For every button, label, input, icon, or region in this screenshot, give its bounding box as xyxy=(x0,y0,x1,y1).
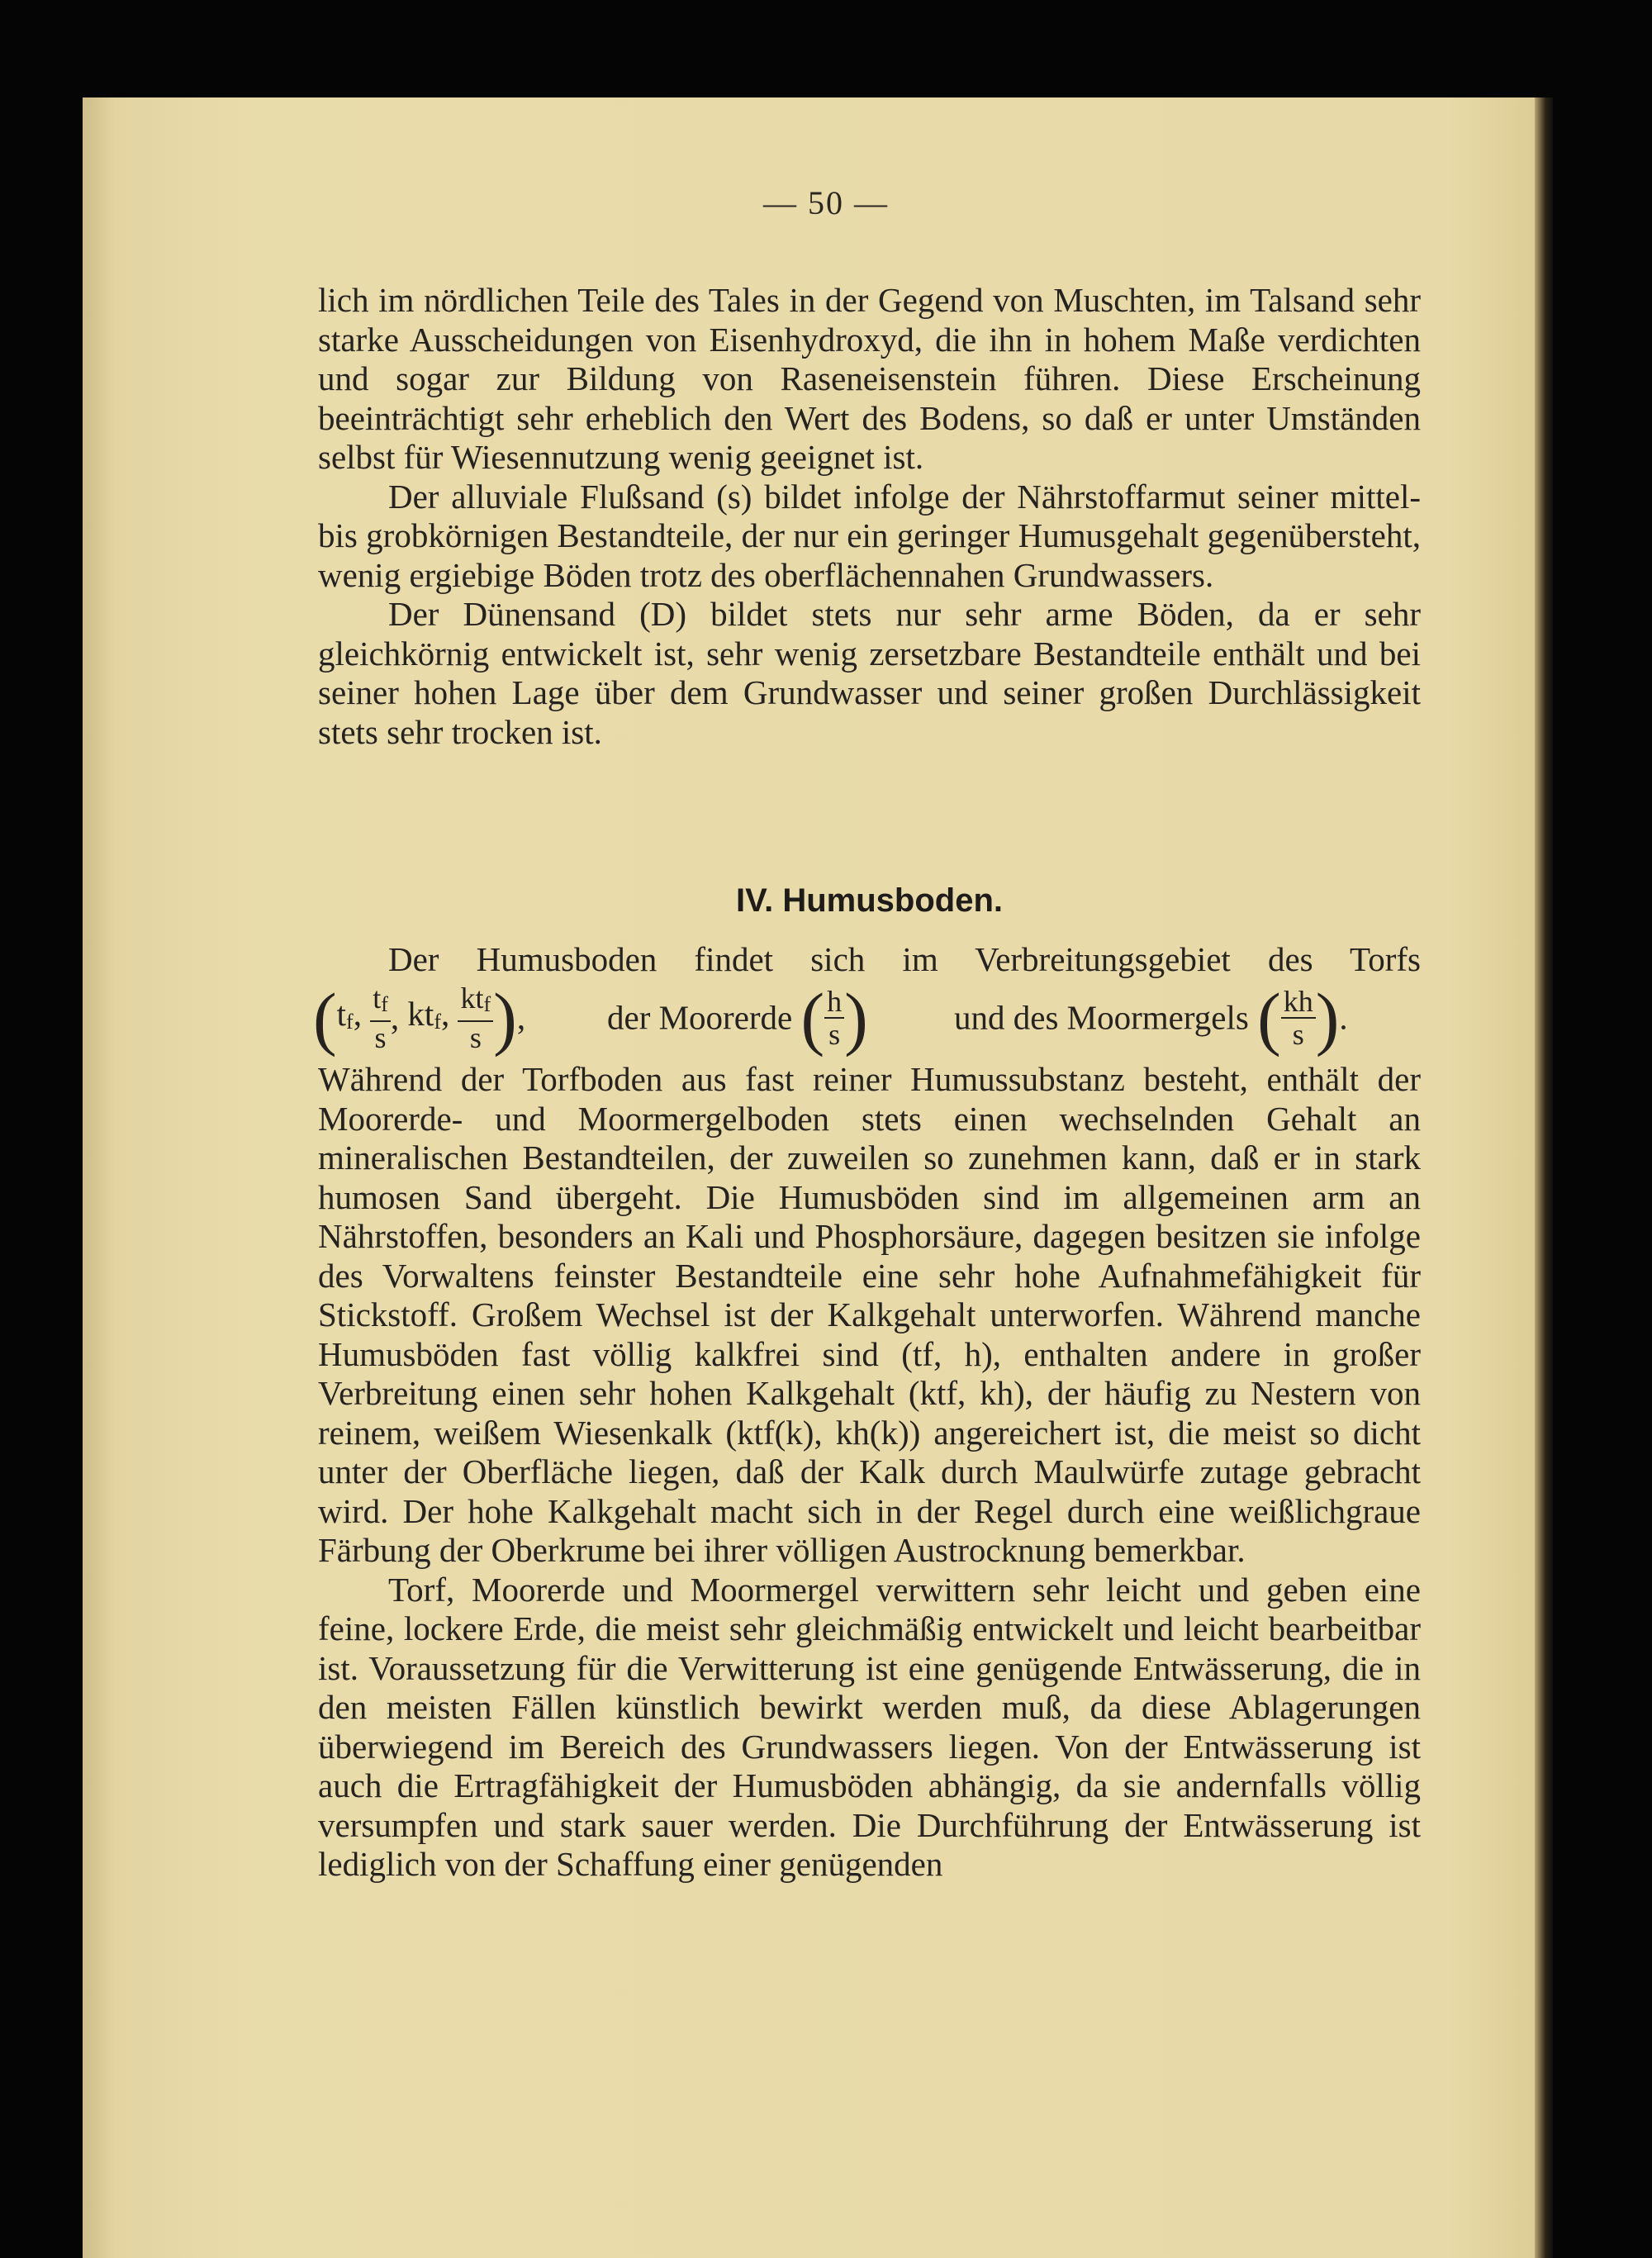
section-heading: IV. Humusboden. xyxy=(735,882,1003,919)
symbol-ktf: ktf, xyxy=(407,995,458,1034)
formula-group-moorerde: der Moorerde ( $\frac{h}{s}$ ) xyxy=(607,978,868,1058)
paragraph-torfboden: Während der Torfboden aus fast reiner Humussubstanz besteht, enthält der Moorerde- und Moormergelboden stets einen wechselnden Gehalt an mineralischen Bestandteilen, der zuweilen so zunehmen kann, daß er in stark humosen Sand übergeht. Die Humusböden sind im allgemeinen arm an Nährstoffen, besonders an Kali und Phosphorsäure, dagegen besitzen sie infolge des Vorwaltens feinster Bestandteile eine sehr hohe Aufnahmefähigkeit für Stickstoff. Großem Wechsel ist der Kalkgehalt unterworfen. Während manche Humusböden fast völlig kalkfrei sind (tf, h), enthalten andere in großer Verbreitung einen sehr hohen Kalkgehalt (ktf, kh), der häufig zu Nestern von reinem, weißem Wiesenkalk (ktf(k), kh(k)) angereichert ist, die meist so dicht unter der Oberfläche liegen, daß der Kalk durch Maulwürfe zutage gebracht wird. Der hohe Kalkgehalt macht sich in der Regel durch eine weißlichgraue Färbung der Oberkrume bei ihrer völligen Austrocknung bemerkbar. xyxy=(318,1060,1421,1569)
label-moormergel: und des Moormergels xyxy=(954,998,1249,1037)
label-moorerde: der Moorerde xyxy=(607,998,793,1037)
paragraph-continuation: lich im nördlichen Teile des Tales in der Gegend von Muschten, im Talsand sehr starke Ausscheidungen von Eisenhydroxyd, die ihn in hohem Maße verdichten und sogar zur Bildung von Raseneisenstein führen. Diese Erscheinung beeinträchtigt sehr erheblich den Wert des Bodens, so daß er unter Umständen selbst für Wiesennutzung wenig geeignet ist. xyxy=(318,281,1421,476)
close-paren: ) xyxy=(493,978,517,1058)
fraction-h-s: $\frac{h}{s}$ xyxy=(824,986,844,1050)
fraction-kh-s: $\frac{kh}{s}$ xyxy=(1281,986,1316,1050)
book-spine xyxy=(1535,97,1553,2258)
paragraph-flusssand: Der alluviale Flußsand (s) bildet infolge der Nährstoffarmut seiner mittel- bis grobkörnigen Bestandteile, der nur ein geringer Humusgehalt gegenübersteht, wenig ergiebige Böden trotz des oberflächennahen Grundwassers. xyxy=(318,477,1421,594)
formula-paragraph xyxy=(313,940,1421,1059)
fraction-tf-s: $\frac{tf}{s}$ xyxy=(370,982,391,1053)
fraction-ktf-s: $\frac{\text{ktf}}{s}$ xyxy=(458,982,493,1053)
open-paren: ( xyxy=(313,978,337,1058)
formula-row xyxy=(313,978,1421,1059)
formula-group-moormergel: und des Moormergels ( $\frac{kh}{s}$ ). xyxy=(954,978,1348,1058)
symbol-tf: tf, xyxy=(336,995,371,1034)
formula-lead-text: Der Humusboden findet sich im Verbreitungsgebiet des Torfs xyxy=(388,940,1421,978)
paragraph-duenensand: Der Dünensand (D) bildet stets nur sehr arme Böden, da er sehr gleichkörnig entwickelt ist, sehr wenig zersetzbare Bestandteile enthält und bei seiner hohen Lage über dem Grundwasser und seiner großen Durchlässigkeit stets sehr trocken ist. xyxy=(318,595,1421,751)
text-block-bottom xyxy=(318,1060,1421,1885)
paragraph-verwitterung: Torf, Moorerde und Moormergel verwittern sehr leicht und geben eine feine, lockere Erde, die meist sehr gleichmäßig entwickelt und leicht bearbeitbar ist. Voraussetzung für die Verwitterung ist eine genügende Entwässerung, die in den meisten Fällen künstlich bewirkt werden muß, da diese Ablagerungen überwiegend im Bereich des Grundwassers liegen. Von der Entwässerung ist auch die Ertragfähigkeit der Humusböden abhängig, da sie andernfalls völlig versumpfen und stark sauer werden. Die Durchführung der Entwässerung ist lediglich von der Schaffung einer genügenden xyxy=(318,1570,1421,1883)
text-block-top xyxy=(318,281,1421,752)
page-number: — 50 — xyxy=(763,184,889,221)
formula-group-torf: (tf, $\frac{tf}{s}$ , ktf, $\frac{\text{ktf}}{s}$ ), xyxy=(313,978,526,1058)
